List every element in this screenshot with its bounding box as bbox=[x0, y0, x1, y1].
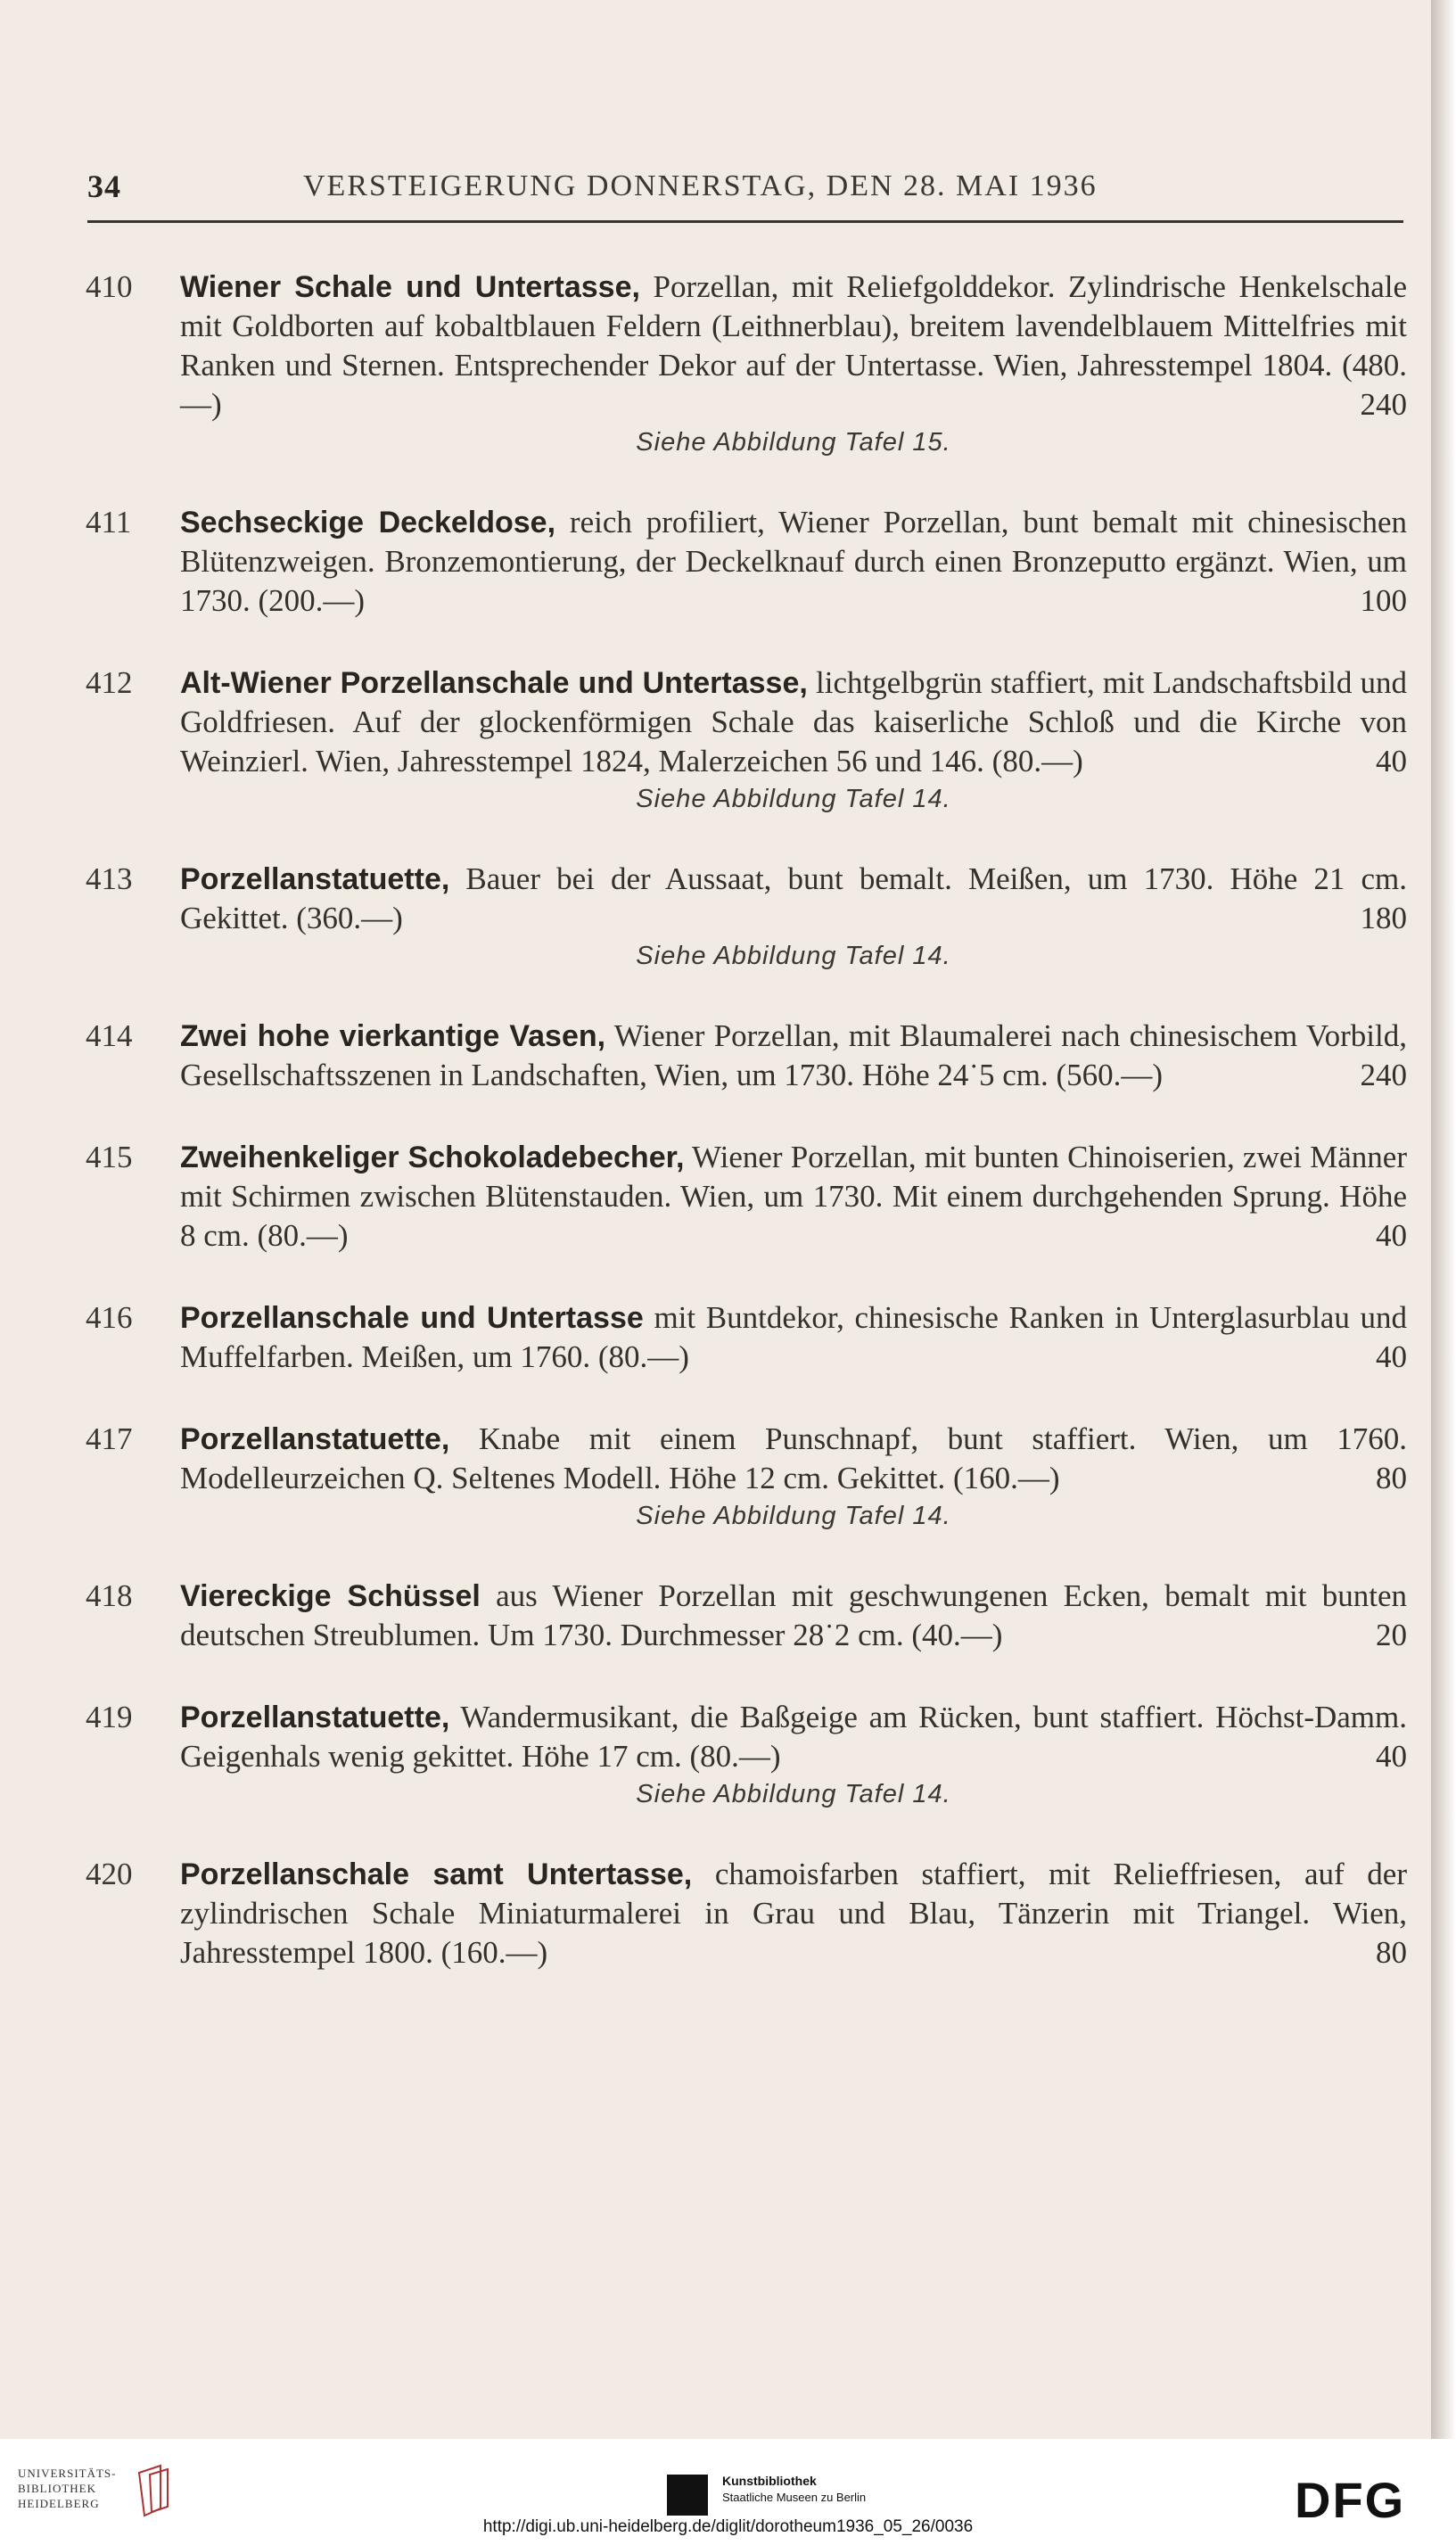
entry-price: 240 bbox=[1360, 387, 1407, 422]
entry-description bbox=[180, 1298, 1407, 1377]
entry-title: Porzellanstatuette, bbox=[180, 1701, 450, 1734]
dfg-logo: DFG bbox=[1295, 2472, 1406, 2528]
logo-line: UNIVERSITÄTS- bbox=[18, 2467, 117, 2480]
kb-line-1: Kunstbibliothek bbox=[722, 2474, 817, 2488]
entry-title: Sechseckige Deckeldose, bbox=[180, 506, 556, 539]
entry-price: 100 bbox=[1360, 583, 1407, 618]
entry-description bbox=[180, 268, 1407, 424]
entry-text: chamoisfarben staffiert, mit Relieffriesen, auf der zylindrischen Schale Miniaturmalerei in Grau und Blau, Tänzerin mit Triangel. Wien, Jahresstempel 1800. (160.—) bbox=[180, 1857, 1407, 1970]
logo-line: HEIDELBERG bbox=[18, 2497, 100, 2510]
entry-text: mit Buntdekor, chinesische Ranken in Unterglasurblau und Muffelfarben. Meißen, um 1760. (80.—) bbox=[180, 1300, 1407, 1374]
entry-description bbox=[180, 1420, 1407, 1498]
entry-text: Wandermusikant, die Baßgeige am Rücken, bunt staffiert. Höchst-Damm. Geigenhals wenig gekittet. Höhe 17 cm. (80.—) bbox=[180, 1700, 1407, 1774]
entry-description bbox=[180, 663, 1407, 781]
logo-line: BIBLIOTHEK bbox=[18, 2482, 96, 2495]
kb-line-2: Staatliche Museen zu Berlin bbox=[722, 2491, 867, 2504]
entry-text: reich profiliert, Wiener Porzellan, bunt bemalt mit chinesischen Blütenzweigen. Bronzemontierung, der Deckelknauf durch einen Bronzeputto ergänzt. Wien, um 1730. (200.—) bbox=[180, 505, 1407, 618]
entry-text: Bauer bei der Aussaat, bunt bemalt. Meißen, um 1730. Höhe 21 cm. Gekittet. (360.—) bbox=[180, 861, 1407, 935]
catalogue-entry bbox=[86, 1420, 1407, 1534]
entry-description bbox=[180, 1017, 1407, 1095]
entry-text: Wiener Porzellan, mit bunten Chinoiserien, zwei Männer mit Schirmen zwischen Blütenstauden. Wien, um 1730. Mit einem durchgehenden Sprung. Höhe 8 cm. (80.—) bbox=[180, 1140, 1407, 1253]
catalogue-entry bbox=[86, 1855, 1407, 1973]
university-mark-icon bbox=[134, 2464, 173, 2517]
catalogue-entry bbox=[86, 860, 1407, 974]
catalogue-entry bbox=[86, 1298, 1407, 1377]
entry-price: 240 bbox=[1360, 1058, 1407, 1092]
entry-text: Knabe mit einem Punschnapf, bunt staffiert. Wien, um 1760. Modelleurzeichen Q. Seltenes Modell. Höhe 12 cm. Gekittet. (160.—) bbox=[180, 1421, 1407, 1495]
entry-title: Porzellanschale samt Untertasse, bbox=[180, 1857, 693, 1891]
university-library-logo bbox=[18, 2466, 117, 2511]
plate-reference: Siehe Abbildung Tafel 14. bbox=[636, 785, 951, 813]
entry-title: Porzellanstatuette, bbox=[180, 862, 450, 896]
catalogue-entry bbox=[86, 1138, 1407, 1256]
entry-description bbox=[180, 860, 1407, 938]
entry-price: 180 bbox=[1360, 901, 1407, 935]
lot-number: 416 bbox=[86, 1300, 133, 1335]
catalogue-entry bbox=[86, 268, 1407, 460]
entry-description bbox=[180, 1855, 1407, 1973]
page-header bbox=[87, 168, 1403, 214]
entry-text: aus Wiener Porzellan mit geschwungenen Ecken, bemalt mit bunten deutschen Streublumen. Um 1730. Durchmesser 28˙2 cm. (40.—) bbox=[180, 1578, 1407, 1652]
lot-number: 410 bbox=[86, 269, 133, 304]
entry-price: 80 bbox=[1376, 1935, 1407, 1970]
entry-title: Zweihenkeliger Schokoladebecher, bbox=[180, 1141, 685, 1174]
entry-description bbox=[180, 1138, 1407, 1256]
catalogue-entry bbox=[86, 663, 1407, 817]
entry-price: 80 bbox=[1376, 1461, 1407, 1495]
lot-number: 415 bbox=[86, 1140, 133, 1174]
lot-number: 411 bbox=[86, 505, 132, 539]
source-url-link[interactable]: http://digi.ub.uni-heidelberg.de/diglit/dorotheum1936_05_26/0036 bbox=[482, 2517, 974, 2536]
entry-title: Wiener Schale und Untertasse, bbox=[180, 270, 640, 304]
footer bbox=[0, 2439, 1456, 2545]
lot-number: 413 bbox=[86, 861, 133, 896]
lot-number: 417 bbox=[86, 1421, 133, 1456]
plate-reference: Siehe Abbildung Tafel 14. bbox=[636, 1502, 951, 1530]
catalogue-entry bbox=[86, 1017, 1407, 1095]
entry-text: lichtgelbgrün staffiert, mit Landschaftsbild und Goldfriesen. Auf der glockenförmigen Schale das kaiserliche Schloß und die Kirche von Weinzierl. Wien, Jahresstempel 1824, Malerzeichen 56 und 146. (80.—) bbox=[180, 665, 1407, 778]
lot-number: 419 bbox=[86, 1700, 133, 1734]
lot-number: 412 bbox=[86, 665, 133, 700]
plate-reference: Siehe Abbildung Tafel 14. bbox=[636, 1780, 951, 1808]
header-rule bbox=[87, 220, 1403, 223]
catalogue-entry bbox=[86, 1698, 1407, 1812]
entry-price: 40 bbox=[1376, 744, 1407, 778]
catalogue-entry bbox=[86, 1577, 1407, 1655]
running-head: VERSTEIGERUNG DONNERSTAG, DEN 28. MAI 1936 bbox=[303, 169, 1098, 202]
entry-text: Wiener Porzellan, mit Blaumalerei nach chinesischem Vorbild, Gesellschaftsszenen in Landschaften, Wien, um 1730. Höhe 24˙5 cm. (560.—) bbox=[180, 1018, 1408, 1092]
entry-title: Porzellanschale und Untertasse bbox=[180, 1301, 644, 1335]
page-edge bbox=[1431, 0, 1456, 2439]
entry-title: Alt-Wiener Porzellanschale und Untertasse, bbox=[180, 666, 808, 700]
kunstbibliothek-mark-icon bbox=[667, 2475, 708, 2516]
entry-description bbox=[180, 1698, 1407, 1776]
entry-description bbox=[180, 503, 1407, 621]
entry-text: Porzellan, mit Reliefgolddekor. Zylindrische Henkelschale mit Goldborten auf kobaltblauen Feldern (Leithnerblau), breitem lavendelblauem Mittelfries mit Ranken und Sternen. Entsprechender Dekor auf der Untertasse. Wien, Jahresstempel 1804. (480.—) bbox=[180, 269, 1407, 422]
catalogue-entry bbox=[86, 503, 1407, 621]
plate-reference: Siehe Abbildung Tafel 15. bbox=[636, 428, 951, 457]
plate-reference: Siehe Abbildung Tafel 14. bbox=[636, 942, 951, 970]
lot-number: 418 bbox=[86, 1578, 133, 1613]
entry-title: Zwei hohe vierkantige Vasen, bbox=[180, 1019, 606, 1053]
entry-price: 40 bbox=[1376, 1739, 1407, 1774]
lot-number: 414 bbox=[86, 1018, 133, 1053]
entry-title: Viereckige Schüssel bbox=[180, 1579, 481, 1613]
page-number: 34 bbox=[87, 169, 121, 204]
entry-description bbox=[180, 1577, 1407, 1655]
entry-title: Porzellanstatuette, bbox=[180, 1422, 450, 1456]
entry-price: 40 bbox=[1376, 1339, 1407, 1374]
catalogue-entries bbox=[86, 268, 1407, 2015]
entry-price: 20 bbox=[1376, 1618, 1407, 1652]
entry-price: 40 bbox=[1376, 1218, 1407, 1253]
lot-number: 420 bbox=[86, 1857, 133, 1891]
